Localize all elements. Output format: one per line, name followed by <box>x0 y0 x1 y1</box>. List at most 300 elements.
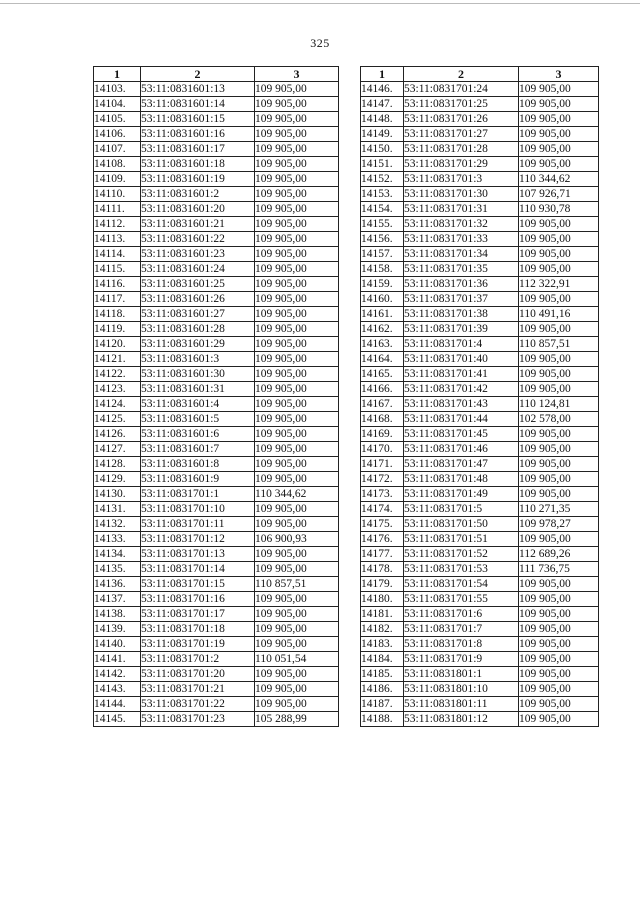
cadastral-value: 109 905,00 <box>255 232 339 247</box>
cadastral-number: 53:11:0831701:4 <box>404 337 519 352</box>
table-row <box>361 262 599 277</box>
table-row <box>94 262 339 277</box>
cadastral-number: 53:11:0831701:53 <box>404 562 519 577</box>
cadastral-value: 109 905,00 <box>519 712 599 727</box>
cadastral-number: 53:11:0831701:49 <box>404 487 519 502</box>
row-number: 14185. <box>361 667 404 682</box>
row-number: 14184. <box>361 652 404 667</box>
cadastral-value: 109 905,00 <box>519 232 599 247</box>
cadastral-value: 109 905,00 <box>255 562 339 577</box>
table-row <box>94 367 339 382</box>
table-row <box>361 592 599 607</box>
cadastral-number: 53:11:0831601:3 <box>141 352 255 367</box>
cadastral-value: 109 905,00 <box>255 337 339 352</box>
cadastral-value: 109 905,00 <box>519 697 599 712</box>
row-number: 14175. <box>361 517 404 532</box>
cadastral-number: 53:11:0831701:19 <box>141 637 255 652</box>
row-number: 14107. <box>94 142 141 157</box>
row-number: 14136. <box>94 577 141 592</box>
table-row <box>94 352 339 367</box>
cadastral-number: 53:11:0831701:54 <box>404 577 519 592</box>
cadastral-value: 109 905,00 <box>255 247 339 262</box>
table-row <box>361 607 599 622</box>
row-number: 14137. <box>94 592 141 607</box>
cadastral-number: 53:11:0831601:16 <box>141 127 255 142</box>
cadastral-number: 53:11:0831601:20 <box>141 202 255 217</box>
table-row <box>94 697 339 712</box>
cadastral-value: 109 905,00 <box>519 427 599 442</box>
row-number: 14158. <box>361 262 404 277</box>
cadastral-value: 110 857,51 <box>255 577 339 592</box>
table-row <box>361 562 599 577</box>
cadastral-value: 109 905,00 <box>519 157 599 172</box>
row-number: 14164. <box>361 352 404 367</box>
cadastral-value: 110 344,62 <box>255 487 339 502</box>
table-row <box>361 412 599 427</box>
cadastral-number: 53:11:0831701:40 <box>404 352 519 367</box>
row-number: 14109. <box>94 172 141 187</box>
cadastral-number: 53:11:0831701:14 <box>141 562 255 577</box>
cadastral-number: 53:11:0831701:6 <box>404 607 519 622</box>
row-number: 14176. <box>361 532 404 547</box>
cadastral-number: 53:11:0831701:21 <box>141 682 255 697</box>
cadastral-value: 109 905,00 <box>255 262 339 277</box>
table-row <box>361 472 599 487</box>
cadastral-number: 53:11:0831701:32 <box>404 217 519 232</box>
cadastral-number: 53:11:0831701:23 <box>141 712 255 727</box>
table-row <box>361 367 599 382</box>
cadastral-value: 109 905,00 <box>519 652 599 667</box>
cadastral-number: 53:11:0831601:27 <box>141 307 255 322</box>
cadastral-number: 53:11:0831601:24 <box>141 262 255 277</box>
row-number: 14112. <box>94 217 141 232</box>
cadastral-number: 53:11:0831701:51 <box>404 532 519 547</box>
table-row <box>361 682 599 697</box>
scan-top-edge <box>0 3 640 4</box>
cadastral-value: 109 905,00 <box>255 367 339 382</box>
table-row <box>361 202 599 217</box>
cadastral-value: 110 930,78 <box>519 202 599 217</box>
cadastral-number: 53:11:0831701:38 <box>404 307 519 322</box>
table-row <box>94 187 339 202</box>
cadastral-value: 109 905,00 <box>255 547 339 562</box>
cadastral-number: 53:11:0831701:33 <box>404 232 519 247</box>
table-row <box>94 247 339 262</box>
cadastral-value: 109 905,00 <box>519 682 599 697</box>
row-number: 14113. <box>94 232 141 247</box>
table-row <box>94 157 339 172</box>
cadastral-value: 109 905,00 <box>519 577 599 592</box>
cadastral-number: 53:11:0831701:10 <box>141 502 255 517</box>
row-number: 14126. <box>94 427 141 442</box>
row-number: 14104. <box>94 97 141 112</box>
row-number: 14182. <box>361 622 404 637</box>
row-number: 14187. <box>361 697 404 712</box>
row-number: 14179. <box>361 577 404 592</box>
cadastral-number: 53:11:0831601:29 <box>141 337 255 352</box>
cadastral-number: 53:11:0831701:48 <box>404 472 519 487</box>
table-row <box>94 202 339 217</box>
cadastral-number: 53:11:0831701:2 <box>141 652 255 667</box>
table-row <box>361 622 599 637</box>
row-number: 14172. <box>361 472 404 487</box>
row-number: 14123. <box>94 382 141 397</box>
row-number: 14152. <box>361 172 404 187</box>
table-row <box>94 547 339 562</box>
table-row <box>94 292 339 307</box>
table-row <box>361 697 599 712</box>
cadastral-value: 109 905,00 <box>255 202 339 217</box>
cadastral-number: 53:11:0831601:13 <box>141 82 255 97</box>
table-row <box>361 322 599 337</box>
cadastral-value: 109 905,00 <box>519 367 599 382</box>
table-row <box>361 547 599 562</box>
cadastral-value: 109 905,00 <box>519 127 599 142</box>
cadastral-value: 109 978,27 <box>519 517 599 532</box>
row-number: 14103. <box>94 82 141 97</box>
row-number: 14138. <box>94 607 141 622</box>
table-row <box>94 232 339 247</box>
table-row <box>94 562 339 577</box>
cadastral-number: 53:11:0831601:21 <box>141 217 255 232</box>
row-number: 14135. <box>94 562 141 577</box>
table-row <box>94 307 339 322</box>
table-row <box>361 427 599 442</box>
row-number: 14146. <box>361 82 404 97</box>
row-number: 14163. <box>361 337 404 352</box>
row-number: 14110. <box>94 187 141 202</box>
table-row <box>94 217 339 232</box>
cadastral-number: 53:11:0831701:30 <box>404 187 519 202</box>
row-number: 14154. <box>361 202 404 217</box>
cadastral-value: 109 905,00 <box>255 502 339 517</box>
row-number: 14105. <box>94 112 141 127</box>
row-number: 14121. <box>94 352 141 367</box>
cadastral-value: 111 736,75 <box>519 562 599 577</box>
table-row <box>94 142 339 157</box>
row-number: 14144. <box>94 697 141 712</box>
row-number: 14157. <box>361 247 404 262</box>
cadastral-value: 109 905,00 <box>255 172 339 187</box>
cadastral-value: 109 905,00 <box>519 487 599 502</box>
cadastral-number: 53:11:0831701:25 <box>404 97 519 112</box>
cadastral-value: 109 905,00 <box>255 592 339 607</box>
cadastral-value: 109 905,00 <box>255 442 339 457</box>
cadastral-value: 112 689,26 <box>519 547 599 562</box>
cadastral-number: 53:11:0831701:37 <box>404 292 519 307</box>
cadastral-value: 110 491,16 <box>519 307 599 322</box>
cadastral-value: 109 905,00 <box>519 292 599 307</box>
table-row <box>361 232 599 247</box>
row-number: 14132. <box>94 517 141 532</box>
table-row <box>94 607 339 622</box>
cadastral-number: 53:11:0831701:36 <box>404 277 519 292</box>
table-row <box>94 412 339 427</box>
cadastral-value: 109 905,00 <box>519 592 599 607</box>
cadastral-number: 53:11:0831701:47 <box>404 457 519 472</box>
table-row <box>361 637 599 652</box>
row-number: 14141. <box>94 652 141 667</box>
cadastral-number: 53:11:0831601:7 <box>141 442 255 457</box>
page-number: 325 <box>310 36 330 50</box>
cadastral-value: 110 344,62 <box>519 172 599 187</box>
row-number: 14178. <box>361 562 404 577</box>
cadastral-number: 53:11:0831701:8 <box>404 637 519 652</box>
cadastral-value: 109 905,00 <box>519 607 599 622</box>
cadastral-number: 53:11:0831701:15 <box>141 577 255 592</box>
table-row <box>361 442 599 457</box>
cadastral-number: 53:11:0831601:28 <box>141 322 255 337</box>
cadastral-value: 105 288,99 <box>255 712 339 727</box>
cadastral-value: 109 905,00 <box>255 322 339 337</box>
table-row <box>94 127 339 142</box>
table-row <box>361 127 599 142</box>
table-row <box>361 397 599 412</box>
cadastral-number: 53:11:0831601:4 <box>141 397 255 412</box>
cadastral-value: 109 905,00 <box>519 217 599 232</box>
row-number: 14131. <box>94 502 141 517</box>
cadastral-value: 109 905,00 <box>255 277 339 292</box>
cadastral-value: 109 905,00 <box>255 697 339 712</box>
table-row <box>361 502 599 517</box>
table-header-row <box>94 67 339 82</box>
row-number: 14124. <box>94 397 141 412</box>
table-row <box>94 532 339 547</box>
cadastral-value: 109 905,00 <box>255 142 339 157</box>
table-row <box>361 337 599 352</box>
cadastral-number: 53:11:0831701:16 <box>141 592 255 607</box>
cadastral-number: 53:11:0831701:17 <box>141 607 255 622</box>
header-col-number: 1 <box>94 67 141 82</box>
cadastral-value: 109 905,00 <box>519 667 599 682</box>
cadastral-number: 53:11:0831601:19 <box>141 172 255 187</box>
cadastral-value: 109 905,00 <box>519 382 599 397</box>
row-number: 14129. <box>94 472 141 487</box>
cadastral-value: 109 905,00 <box>255 187 339 202</box>
table-row <box>361 382 599 397</box>
cadastral-value: 109 905,00 <box>519 82 599 97</box>
table-row <box>361 292 599 307</box>
table-row <box>94 382 339 397</box>
cadastral-value: 109 905,00 <box>255 382 339 397</box>
row-number: 14173. <box>361 487 404 502</box>
row-number: 14133. <box>94 532 141 547</box>
row-number: 14162. <box>361 322 404 337</box>
table-row <box>361 277 599 292</box>
cadastral-number: 53:11:0831701:55 <box>404 592 519 607</box>
table-row <box>94 577 339 592</box>
row-number: 14134. <box>94 547 141 562</box>
row-number: 14171. <box>361 457 404 472</box>
cadastral-number: 53:11:0831601:25 <box>141 277 255 292</box>
cadastral-number: 53:11:0831701:11 <box>141 517 255 532</box>
cadastral-number: 53:11:0831701:13 <box>141 547 255 562</box>
table-row <box>361 172 599 187</box>
row-number: 14167. <box>361 397 404 412</box>
cadastral-number: 53:11:0831701:12 <box>141 532 255 547</box>
table-row <box>361 517 599 532</box>
table-row <box>94 457 339 472</box>
row-number: 14116. <box>94 277 141 292</box>
cadastral-value: 110 271,35 <box>519 502 599 517</box>
cadastral-value: 109 905,00 <box>519 247 599 262</box>
cadastral-number: 53:11:0831801:12 <box>404 712 519 727</box>
cadastral-number: 53:11:0831601:15 <box>141 112 255 127</box>
cadastral-value: 110 857,51 <box>519 337 599 352</box>
row-number: 14142. <box>94 667 141 682</box>
row-number: 14119. <box>94 322 141 337</box>
cadastral-value: 110 124,81 <box>519 397 599 412</box>
cadastral-number: 53:11:0831601:23 <box>141 247 255 262</box>
cadastral-number: 53:11:0831701:39 <box>404 322 519 337</box>
cadastral-value: 109 905,00 <box>519 97 599 112</box>
cadastral-number: 53:11:0831701:18 <box>141 622 255 637</box>
cadastral-number: 53:11:0831701:42 <box>404 382 519 397</box>
cadastral-value: 109 905,00 <box>255 397 339 412</box>
row-number: 14117. <box>94 292 141 307</box>
register-table-right <box>360 66 599 727</box>
table-row <box>94 277 339 292</box>
header-col-cadastral: 2 <box>141 67 255 82</box>
cadastral-number: 53:11:0831601:18 <box>141 157 255 172</box>
row-number: 14108. <box>94 157 141 172</box>
row-number: 14118. <box>94 307 141 322</box>
row-number: 14168. <box>361 412 404 427</box>
row-number: 14174. <box>361 502 404 517</box>
row-number: 14169. <box>361 427 404 442</box>
row-number: 14150. <box>361 142 404 157</box>
row-number: 14120. <box>94 337 141 352</box>
cadastral-value: 109 905,00 <box>519 532 599 547</box>
cadastral-value: 109 905,00 <box>255 682 339 697</box>
cadastral-value: 109 905,00 <box>519 262 599 277</box>
cadastral-number: 53:11:0831701:45 <box>404 427 519 442</box>
row-number: 14127. <box>94 442 141 457</box>
cadastral-number: 53:11:0831701:34 <box>404 247 519 262</box>
table-header-row <box>361 67 599 82</box>
cadastral-value: 102 578,00 <box>519 412 599 427</box>
cadastral-number: 53:11:0831701:7 <box>404 622 519 637</box>
table-row <box>94 637 339 652</box>
cadastral-number: 53:11:0831601:22 <box>141 232 255 247</box>
table-row <box>361 457 599 472</box>
header-col-value: 3 <box>255 67 339 82</box>
table-row <box>94 622 339 637</box>
cadastral-value: 109 905,00 <box>255 82 339 97</box>
table-row <box>361 97 599 112</box>
table-row <box>361 142 599 157</box>
table-row <box>361 82 599 97</box>
cadastral-value: 109 905,00 <box>255 307 339 322</box>
table-row <box>361 667 599 682</box>
table-row <box>94 397 339 412</box>
cadastral-number: 53:11:0831601:31 <box>141 382 255 397</box>
cadastral-value: 109 905,00 <box>255 457 339 472</box>
header-col-value: 3 <box>519 67 599 82</box>
cadastral-value: 109 905,00 <box>255 292 339 307</box>
table-row <box>361 187 599 202</box>
cadastral-value: 109 905,00 <box>255 427 339 442</box>
cadastral-value: 109 905,00 <box>519 352 599 367</box>
row-number: 14149. <box>361 127 404 142</box>
cadastral-number: 53:11:0831701:27 <box>404 127 519 142</box>
cadastral-value: 109 905,00 <box>255 112 339 127</box>
table-row <box>361 112 599 127</box>
table-row <box>361 712 599 727</box>
row-number: 14106. <box>94 127 141 142</box>
cadastral-number: 53:11:0831601:6 <box>141 427 255 442</box>
cadastral-number: 53:11:0831601:8 <box>141 457 255 472</box>
table-row <box>94 472 339 487</box>
register-table-left <box>93 66 339 727</box>
cadastral-number: 53:11:0831701:44 <box>404 412 519 427</box>
row-number: 14145. <box>94 712 141 727</box>
cadastral-value: 109 905,00 <box>519 472 599 487</box>
table-row <box>94 112 339 127</box>
row-number: 14143. <box>94 682 141 697</box>
header-col-number: 1 <box>361 67 404 82</box>
cadastral-number: 53:11:0831701:26 <box>404 112 519 127</box>
cadastral-value: 112 322,91 <box>519 277 599 292</box>
table-row <box>361 247 599 262</box>
cadastral-value: 109 905,00 <box>255 607 339 622</box>
row-number: 14156. <box>361 232 404 247</box>
cadastral-number: 53:11:0831701:9 <box>404 652 519 667</box>
cadastral-value: 109 905,00 <box>255 157 339 172</box>
row-number: 14177. <box>361 547 404 562</box>
cadastral-number: 53:11:0831701:41 <box>404 367 519 382</box>
row-number: 14166. <box>361 382 404 397</box>
table-row <box>94 337 339 352</box>
row-number: 14139. <box>94 622 141 637</box>
row-number: 14115. <box>94 262 141 277</box>
cadastral-number: 53:11:0831701:3 <box>404 172 519 187</box>
table-row <box>361 577 599 592</box>
cadastral-number: 53:11:0831701:31 <box>404 202 519 217</box>
table-row <box>94 592 339 607</box>
cadastral-number: 53:11:0831701:29 <box>404 157 519 172</box>
cadastral-value: 107 926,71 <box>519 187 599 202</box>
row-number: 14125. <box>94 412 141 427</box>
table-row <box>94 682 339 697</box>
cadastral-number: 53:11:0831801:11 <box>404 697 519 712</box>
cadastral-value: 109 905,00 <box>519 442 599 457</box>
cadastral-number: 53:11:0831701:50 <box>404 517 519 532</box>
table-row <box>94 712 339 727</box>
row-number: 14188. <box>361 712 404 727</box>
row-number: 14180. <box>361 592 404 607</box>
cadastral-number: 53:11:0831601:5 <box>141 412 255 427</box>
cadastral-value: 109 905,00 <box>255 412 339 427</box>
row-number: 14186. <box>361 682 404 697</box>
row-number: 14147. <box>361 97 404 112</box>
cadastral-number: 53:11:0831701:28 <box>404 142 519 157</box>
row-number: 14151. <box>361 157 404 172</box>
cadastral-value: 109 905,00 <box>255 667 339 682</box>
cadastral-number: 53:11:0831801:1 <box>404 667 519 682</box>
cadastral-number: 53:11:0831701:20 <box>141 667 255 682</box>
cadastral-number: 53:11:0831701:35 <box>404 262 519 277</box>
cadastral-number: 53:11:0831601:30 <box>141 367 255 382</box>
row-number: 14130. <box>94 487 141 502</box>
cadastral-number: 53:11:0831701:43 <box>404 397 519 412</box>
cadastral-number: 53:11:0831601:14 <box>141 97 255 112</box>
row-number: 14181. <box>361 607 404 622</box>
table-row <box>361 532 599 547</box>
cadastral-value: 109 905,00 <box>519 322 599 337</box>
table-row <box>94 172 339 187</box>
cadastral-value: 109 905,00 <box>519 637 599 652</box>
